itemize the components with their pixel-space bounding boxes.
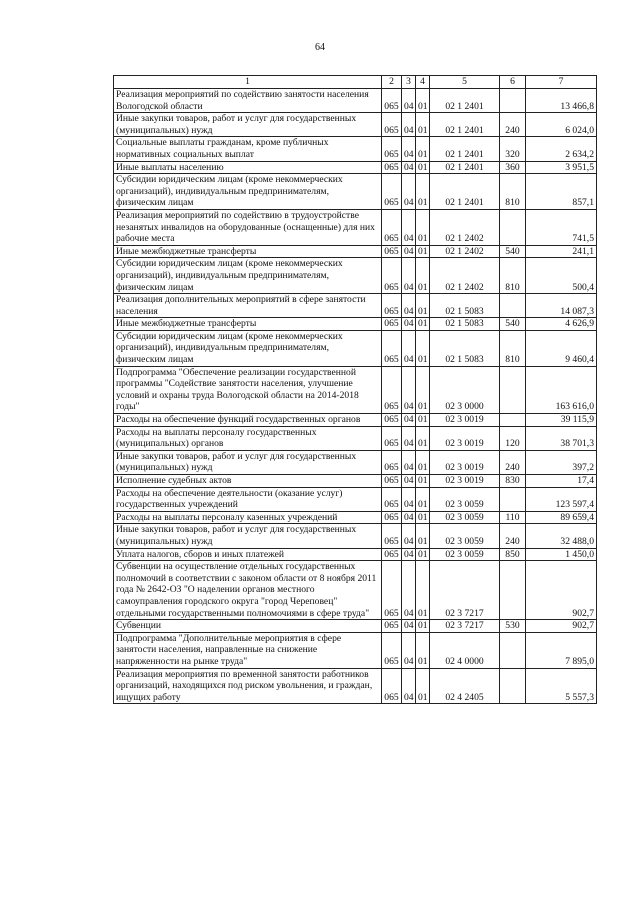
row-amount: 2 634,2 <box>526 137 597 161</box>
row-target-article: 02 1 2402 <box>430 209 500 245</box>
row-section: 04 <box>402 113 416 137</box>
row-subsection: 01 <box>416 487 430 511</box>
row-subsection: 01 <box>416 258 430 294</box>
row-ministry-code: 065 <box>382 561 402 620</box>
table-row <box>114 524 597 548</box>
row-target-article: 02 4 0000 <box>430 632 500 668</box>
row-amount: 3 951,5 <box>526 161 597 174</box>
row-ministry-code: 065 <box>382 209 402 245</box>
row-amount: 241,1 <box>526 245 597 258</box>
row-amount: 5 557,3 <box>526 668 597 704</box>
table-header-row <box>114 76 597 89</box>
row-description: Расходы на выплаты персоналу государственных (муниципальных) органов <box>114 426 382 450</box>
row-description: Реализация мероприятия по временной занятости работников организаций, находящихся под риском увольнения, и граждан, ищущих работу <box>114 668 382 704</box>
row-subsection: 01 <box>416 620 430 633</box>
row-target-article: 02 3 0000 <box>430 366 500 413</box>
row-ministry-code: 065 <box>382 113 402 137</box>
row-target-article: 02 1 2401 <box>430 89 500 113</box>
row-subsection: 01 <box>416 414 430 427</box>
header-cell: 4 <box>416 76 430 89</box>
row-description: Иные выплаты населению <box>114 161 382 174</box>
table-row <box>114 245 597 258</box>
table-row <box>114 113 597 137</box>
row-amount: 741,5 <box>526 209 597 245</box>
row-expense-type <box>500 561 526 620</box>
row-description: Субсидии юридическим лицам (кроме некоммерческих организаций), индивидуальным предпринимателям, физическим лицам <box>114 258 382 294</box>
row-description: Подпрограмма "Дополнительные мероприятия в сфере занятости населения, направленные на снижение напряженности на рынке труда" <box>114 632 382 668</box>
table-row <box>114 632 597 668</box>
row-subsection: 01 <box>416 511 430 524</box>
row-ministry-code: 065 <box>382 89 402 113</box>
row-section: 04 <box>402 511 416 524</box>
page-number: 64 <box>315 42 325 53</box>
row-expense-type <box>500 294 526 318</box>
row-subsection: 01 <box>416 174 430 210</box>
row-expense-type: 240 <box>500 450 526 474</box>
row-amount: 6 024,0 <box>526 113 597 137</box>
row-target-article: 02 3 0019 <box>430 450 500 474</box>
row-amount: 89 659,4 <box>526 511 597 524</box>
header-cell: 6 <box>500 76 526 89</box>
row-description: Расходы на обеспечение деятельности (оказание услуг) государственных учреждений <box>114 487 382 511</box>
row-ministry-code: 065 <box>382 668 402 704</box>
row-section: 04 <box>402 450 416 474</box>
table-row <box>114 511 597 524</box>
table-row <box>114 161 597 174</box>
row-amount: 4 626,9 <box>526 318 597 331</box>
row-expense-type: 810 <box>500 330 526 366</box>
row-expense-type: 360 <box>500 161 526 174</box>
table-row <box>114 414 597 427</box>
row-description: Реализация мероприятий по содействию в трудоустройстве незанятых инвалидов на оборудованные (оснащенные) для них рабочие места <box>114 209 382 245</box>
row-ministry-code: 065 <box>382 330 402 366</box>
row-description: Исполнение судебных актов <box>114 475 382 488</box>
row-section: 04 <box>402 668 416 704</box>
row-expense-type: 240 <box>500 113 526 137</box>
row-amount: 902,7 <box>526 620 597 633</box>
row-subsection: 01 <box>416 245 430 258</box>
table-row <box>114 209 597 245</box>
row-subsection: 01 <box>416 450 430 474</box>
row-section: 04 <box>402 161 416 174</box>
row-section: 04 <box>402 487 416 511</box>
row-expense-type <box>500 366 526 413</box>
row-ministry-code: 065 <box>382 294 402 318</box>
row-target-article: 02 1 2401 <box>430 137 500 161</box>
row-subsection: 01 <box>416 294 430 318</box>
row-target-article: 02 3 0059 <box>430 524 500 548</box>
row-amount: 7 895,0 <box>526 632 597 668</box>
row-subsection: 01 <box>416 475 430 488</box>
row-ministry-code: 065 <box>382 161 402 174</box>
table-row <box>114 487 597 511</box>
row-target-article: 02 1 2401 <box>430 174 500 210</box>
row-ministry-code: 065 <box>382 511 402 524</box>
row-target-article: 02 3 0019 <box>430 426 500 450</box>
row-ministry-code: 065 <box>382 366 402 413</box>
row-ministry-code: 065 <box>382 524 402 548</box>
row-expense-type <box>500 668 526 704</box>
row-section: 04 <box>402 620 416 633</box>
table-row <box>114 89 597 113</box>
row-ministry-code: 065 <box>382 632 402 668</box>
row-ministry-code: 065 <box>382 414 402 427</box>
table-body <box>114 89 597 704</box>
row-section: 04 <box>402 258 416 294</box>
row-amount: 38 701,3 <box>526 426 597 450</box>
header-cell: 5 <box>430 76 500 89</box>
row-description: Субвенции на осуществление отдельных государственных полномочий в соответствии с законом области от 8 ноября 2011 года № 2642-ОЗ "О наделении органов местного самоуправления городского округа "город Череповец" отдельными государственными полномочиями в сфере труда" <box>114 561 382 620</box>
row-amount: 9 460,4 <box>526 330 597 366</box>
row-target-article: 02 3 0059 <box>430 548 500 561</box>
row-description: Субвенции <box>114 620 382 633</box>
row-target-article: 02 1 5083 <box>430 330 500 366</box>
row-subsection: 01 <box>416 161 430 174</box>
row-subsection: 01 <box>416 89 430 113</box>
row-amount: 123 597,4 <box>526 487 597 511</box>
row-ministry-code: 065 <box>382 245 402 258</box>
row-amount: 14 087,3 <box>526 294 597 318</box>
row-section: 04 <box>402 174 416 210</box>
row-expense-type: 810 <box>500 258 526 294</box>
row-section: 04 <box>402 632 416 668</box>
row-expense-type: 810 <box>500 174 526 210</box>
row-description: Субсидии юридическим лицам (кроме некоммерческих организаций), индивидуальным предпринимателям, физическим лицам <box>114 174 382 210</box>
row-target-article: 02 1 2401 <box>430 161 500 174</box>
row-amount: 17,4 <box>526 475 597 488</box>
row-target-article: 02 1 5083 <box>430 318 500 331</box>
row-expense-type: 850 <box>500 548 526 561</box>
row-expense-type: 540 <box>500 245 526 258</box>
row-amount: 902,7 <box>526 561 597 620</box>
row-section: 04 <box>402 245 416 258</box>
row-description: Расходы на выплаты персоналу казенных учреждений <box>114 511 382 524</box>
row-amount: 163 616,0 <box>526 366 597 413</box>
table-row <box>114 548 597 561</box>
table-row <box>114 318 597 331</box>
row-description: Субсидии юридическим лицам (кроме некоммерческих организаций), индивидуальным предпринимателям, физическим лицам <box>114 330 382 366</box>
row-target-article: 02 3 0019 <box>430 475 500 488</box>
row-subsection: 01 <box>416 366 430 413</box>
row-expense-type: 240 <box>500 524 526 548</box>
row-section: 04 <box>402 475 416 488</box>
row-section: 04 <box>402 414 416 427</box>
row-description: Реализация дополнительных мероприятий в сфере занятости населения <box>114 294 382 318</box>
row-description: Уплата налогов, сборов и иных платежей <box>114 548 382 561</box>
table-row <box>114 620 597 633</box>
row-description: Расходы на обеспечение функций государственных органов <box>114 414 382 427</box>
header-cell: 3 <box>402 76 416 89</box>
row-section: 04 <box>402 294 416 318</box>
row-subsection: 01 <box>416 330 430 366</box>
row-section: 04 <box>402 137 416 161</box>
row-target-article: 02 1 2401 <box>430 113 500 137</box>
row-description: Иные закупки товаров, работ и услуг для государственных (муниципальных) нужд <box>114 450 382 474</box>
row-expense-type <box>500 487 526 511</box>
table-row <box>114 366 597 413</box>
row-target-article: 02 4 2405 <box>430 668 500 704</box>
row-expense-type: 120 <box>500 426 526 450</box>
row-target-article: 02 3 7217 <box>430 620 500 633</box>
row-section: 04 <box>402 366 416 413</box>
row-target-article: 02 3 0019 <box>430 414 500 427</box>
table-row <box>114 450 597 474</box>
row-expense-type: 110 <box>500 511 526 524</box>
row-subsection: 01 <box>416 632 430 668</box>
row-description: Социальные выплаты гражданам, кроме публичных нормативных социальных выплат <box>114 137 382 161</box>
row-expense-type: 540 <box>500 318 526 331</box>
header-cell: 7 <box>526 76 597 89</box>
row-description: Иные закупки товаров, работ и услуг для государственных (муниципальных) нужд <box>114 113 382 137</box>
row-ministry-code: 065 <box>382 450 402 474</box>
row-subsection: 01 <box>416 113 430 137</box>
row-ministry-code: 065 <box>382 137 402 161</box>
table-row <box>114 174 597 210</box>
row-amount: 13 466,8 <box>526 89 597 113</box>
row-section: 04 <box>402 426 416 450</box>
row-subsection: 01 <box>416 426 430 450</box>
row-description: Иные межбюджетные трансферты <box>114 245 382 258</box>
row-ministry-code: 065 <box>382 475 402 488</box>
row-section: 04 <box>402 89 416 113</box>
row-ministry-code: 065 <box>382 174 402 210</box>
row-target-article: 02 1 2402 <box>430 245 500 258</box>
row-section: 04 <box>402 561 416 620</box>
row-subsection: 01 <box>416 318 430 331</box>
row-description: Иные межбюджетные трансферты <box>114 318 382 331</box>
row-ministry-code: 065 <box>382 548 402 561</box>
row-target-article: 02 3 0059 <box>430 487 500 511</box>
row-amount: 32 488,0 <box>526 524 597 548</box>
row-subsection: 01 <box>416 668 430 704</box>
row-amount: 397,2 <box>526 450 597 474</box>
table-row <box>114 294 597 318</box>
row-ministry-code: 065 <box>382 318 402 331</box>
header-cell: 2 <box>382 76 402 89</box>
row-amount: 1 450,0 <box>526 548 597 561</box>
row-expense-type <box>500 89 526 113</box>
row-amount: 39 115,9 <box>526 414 597 427</box>
row-expense-type <box>500 632 526 668</box>
row-target-article: 02 1 5083 <box>430 294 500 318</box>
row-subsection: 01 <box>416 137 430 161</box>
budget-table <box>113 75 597 704</box>
row-ministry-code: 065 <box>382 258 402 294</box>
row-ministry-code: 065 <box>382 487 402 511</box>
row-target-article: 02 3 0059 <box>430 511 500 524</box>
header-cell: 1 <box>114 76 382 89</box>
row-subsection: 01 <box>416 561 430 620</box>
row-target-article: 02 3 7217 <box>430 561 500 620</box>
row-ministry-code: 065 <box>382 620 402 633</box>
table-row <box>114 137 597 161</box>
row-section: 04 <box>402 209 416 245</box>
row-expense-type <box>500 209 526 245</box>
row-amount: 500,4 <box>526 258 597 294</box>
row-description: Реализация мероприятий по содействию занятости населения Вологодской области <box>114 89 382 113</box>
table-row <box>114 475 597 488</box>
row-section: 04 <box>402 524 416 548</box>
row-expense-type <box>500 414 526 427</box>
row-expense-type: 830 <box>500 475 526 488</box>
row-subsection: 01 <box>416 524 430 548</box>
row-section: 04 <box>402 548 416 561</box>
table-row <box>114 668 597 704</box>
table-row <box>114 561 597 620</box>
row-subsection: 01 <box>416 548 430 561</box>
row-target-article: 02 1 2402 <box>430 258 500 294</box>
row-description: Подпрограмма "Обеспечение реализации государственной программы "Содействие занятости населения, улучшение условий и охраны труда Вологодской области на 2014-2018 годы" <box>114 366 382 413</box>
row-amount: 857,1 <box>526 174 597 210</box>
row-section: 04 <box>402 318 416 331</box>
table-row <box>114 426 597 450</box>
table-row <box>114 330 597 366</box>
row-section: 04 <box>402 330 416 366</box>
row-expense-type: 320 <box>500 137 526 161</box>
row-description: Иные закупки товаров, работ и услуг для государственных (муниципальных) нужд <box>114 524 382 548</box>
row-expense-type: 530 <box>500 620 526 633</box>
row-subsection: 01 <box>416 209 430 245</box>
table-row <box>114 258 597 294</box>
row-ministry-code: 065 <box>382 426 402 450</box>
